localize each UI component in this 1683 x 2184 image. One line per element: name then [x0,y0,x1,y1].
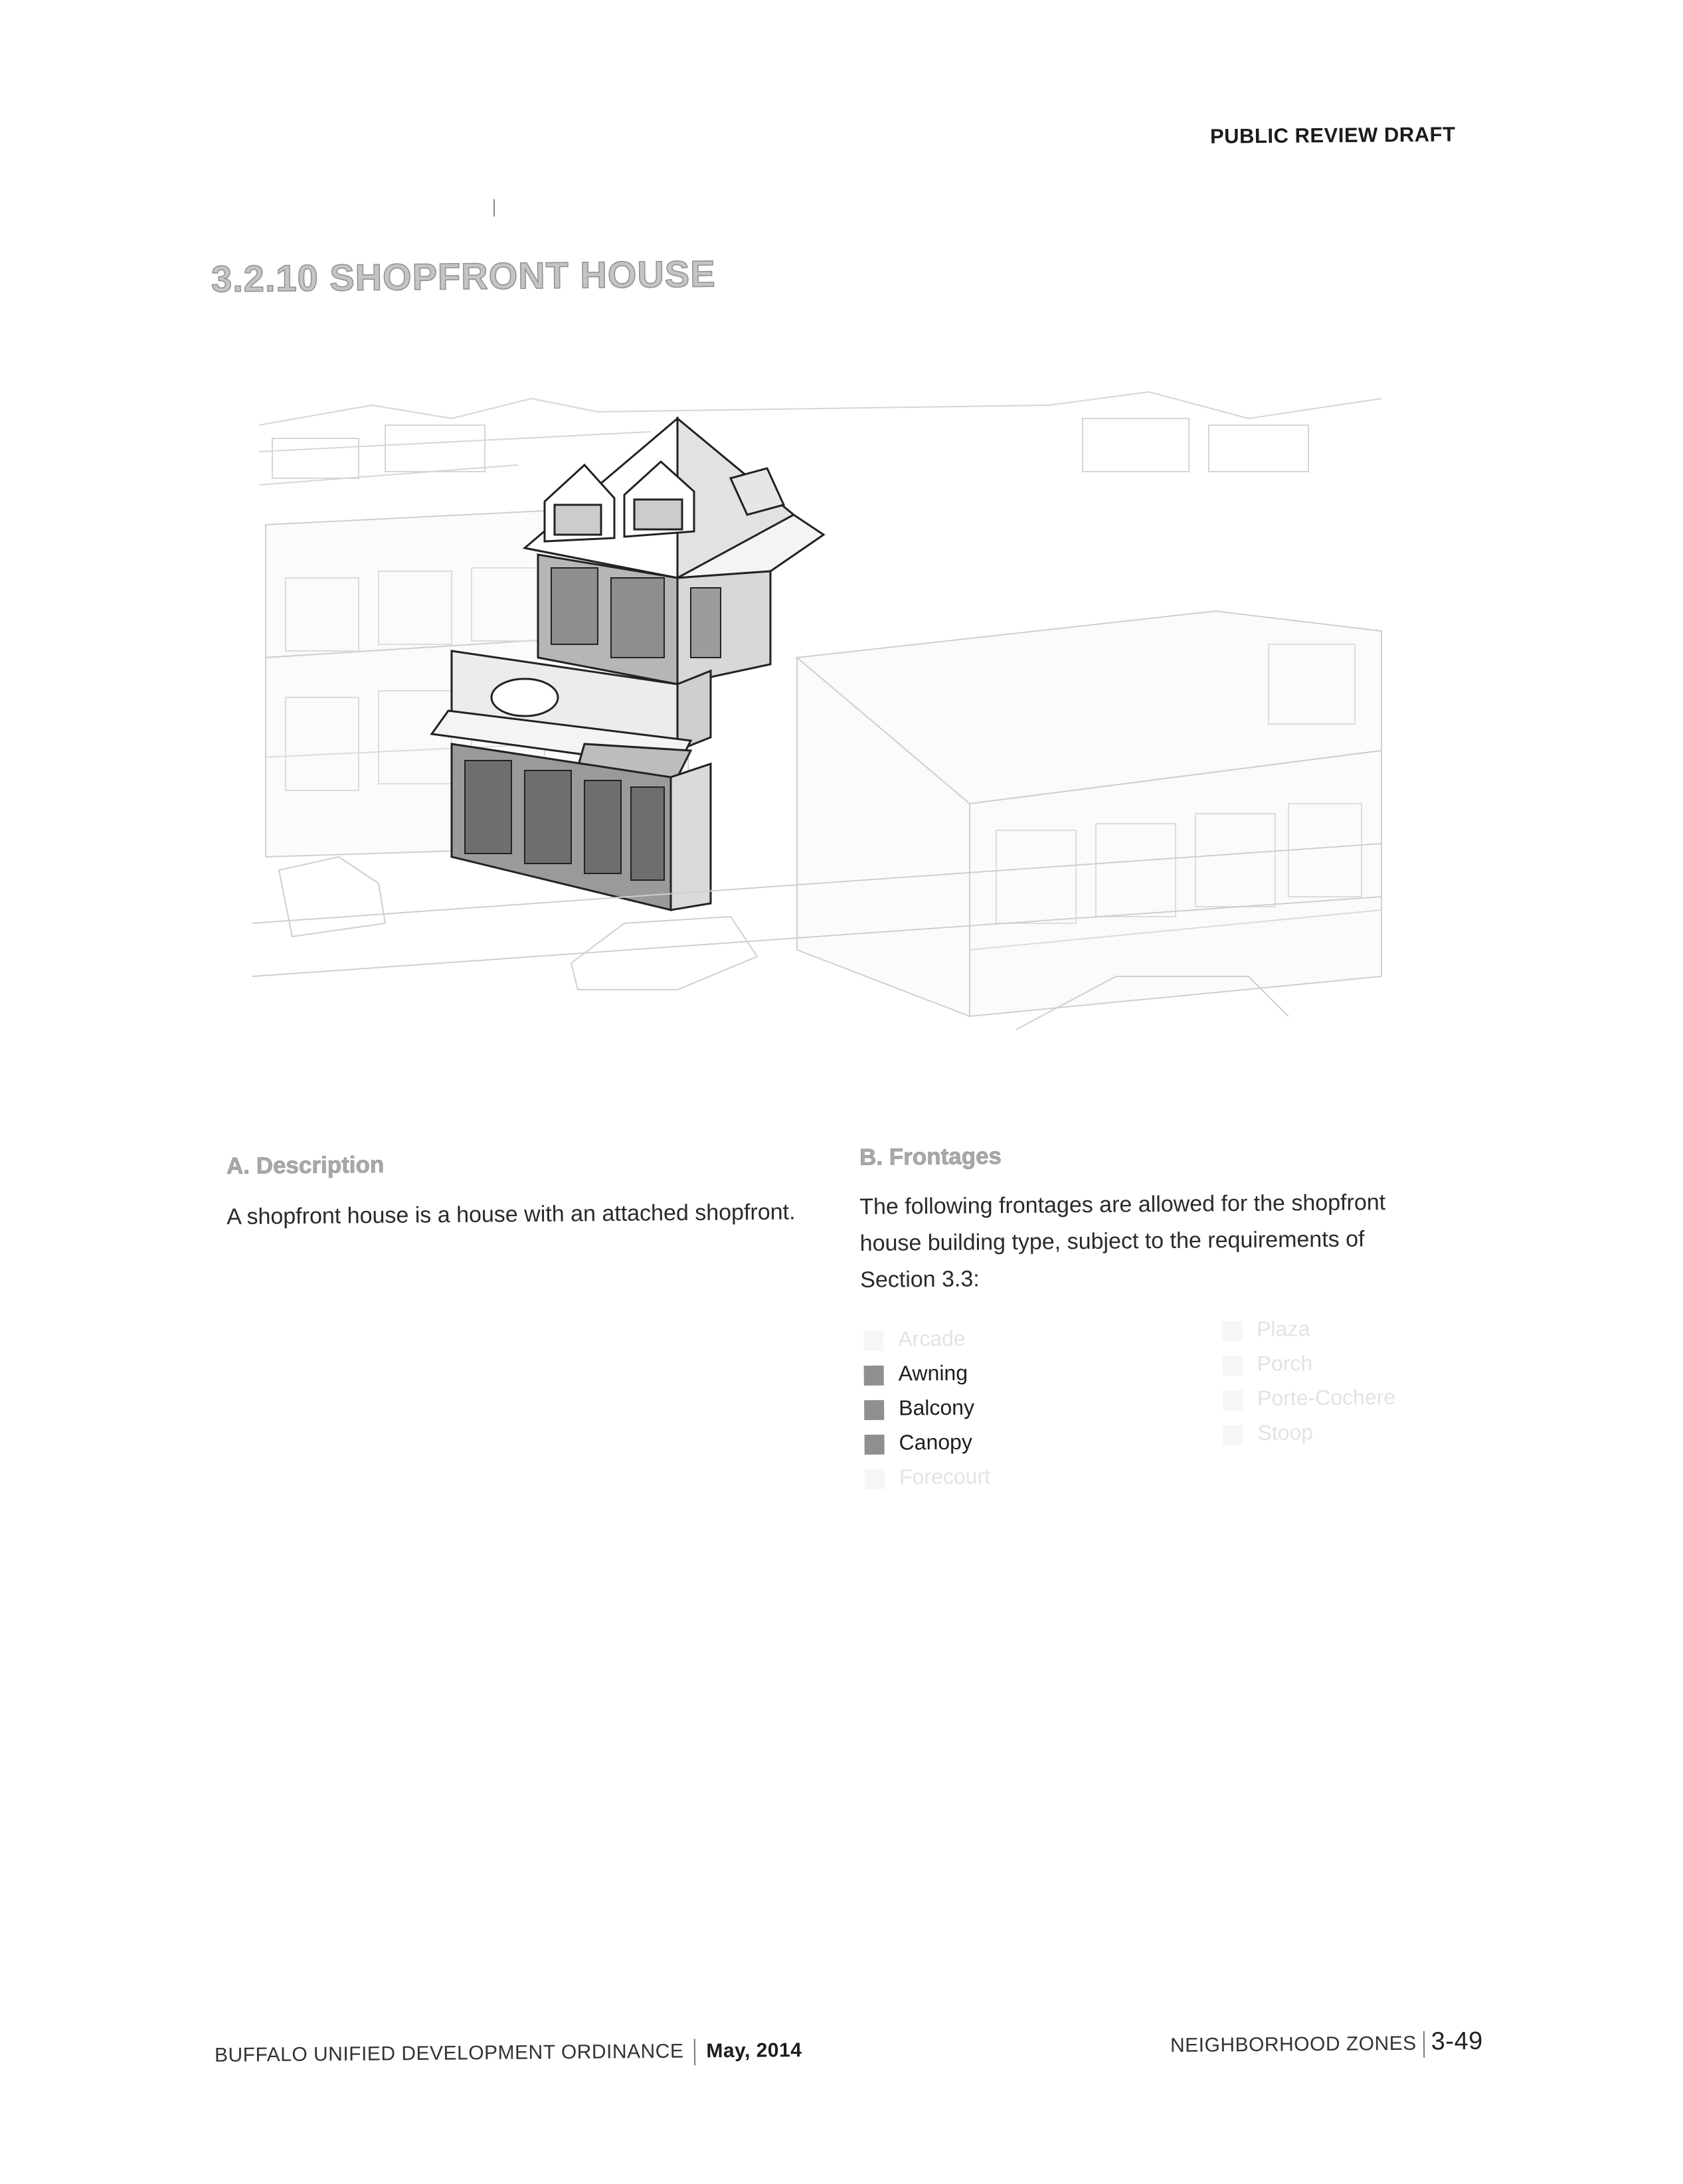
footer-divider [694,2039,695,2066]
frontage-item-porte-cochere [1223,1379,1488,1415]
frontage-label: Balcony [898,1395,975,1420]
frontage-indicator [1222,1356,1242,1376]
frontage-item-arcade [863,1320,1129,1356]
description-heading: A. Description [226,1151,385,1180]
frontage-label: Plaza [1256,1317,1310,1341]
frontage-label: Porch [1257,1351,1313,1376]
frontage-indicator [1223,1425,1243,1445]
footer-date: May, 2014 [706,2039,802,2062]
frontages-text: The following frontages are allowed for the shopfront house building type, subject to the requirements of Section 3.3: [859,1190,1386,1293]
frontage-indicator [863,1331,883,1351]
footer-document-name: BUFFALO UNIFIED DEVELOPMENT ORDINANCE [214,2040,684,2066]
frontage-label: Forecourt [899,1464,991,1489]
footer-page-info [1170,2027,1483,2060]
frontages-list [863,1317,1476,1495]
frontage-indicator [864,1400,884,1420]
frontage-item-plaza [1222,1310,1488,1346]
shopfront-house-illustration [252,379,1395,1083]
description-text: A shopfront house is a house with an attached shopfront. [226,1199,796,1229]
frontage-indicator [1223,1390,1243,1410]
footer-chapter: NEIGHBORHOOD ZONES [1170,2032,1417,2057]
frontage-indicator [864,1435,884,1455]
frontage-item-canopy [864,1423,1130,1460]
frontage-indicator [864,1366,884,1386]
footer-document-info [215,2038,802,2070]
frontages-list-right [1222,1310,1489,1450]
frontage-label: Arcade [898,1326,966,1351]
frontage-label: Awning [898,1360,968,1386]
frontage-item-forecourt [865,1458,1130,1495]
frontage-label: Stoop [1257,1420,1314,1445]
building-sketch [252,379,1395,1083]
frontage-item-awning [863,1354,1129,1391]
page-number: 3-49 [1431,2027,1483,2056]
draft-status-label: PUBLIC REVIEW DRAFT [1209,122,1456,148]
frontage-item-porch [1222,1344,1488,1381]
frontages-list-left [863,1320,1130,1495]
frontage-item-balcony [864,1389,1130,1425]
frontages-heading: B. Frontages [859,1143,1002,1170]
frontage-label: Canopy [899,1429,973,1455]
frontage-label: Porte-Cochere [1257,1385,1396,1410]
section-title: 3.2.10 SHOPFRONT HOUSE [211,252,716,300]
frontage-indicator [865,1469,885,1489]
frontage-indicator [1222,1321,1242,1341]
frontage-item-stoop [1223,1413,1488,1450]
margin-tick-mark [493,199,495,217]
footer-divider [1423,2031,1425,2058]
